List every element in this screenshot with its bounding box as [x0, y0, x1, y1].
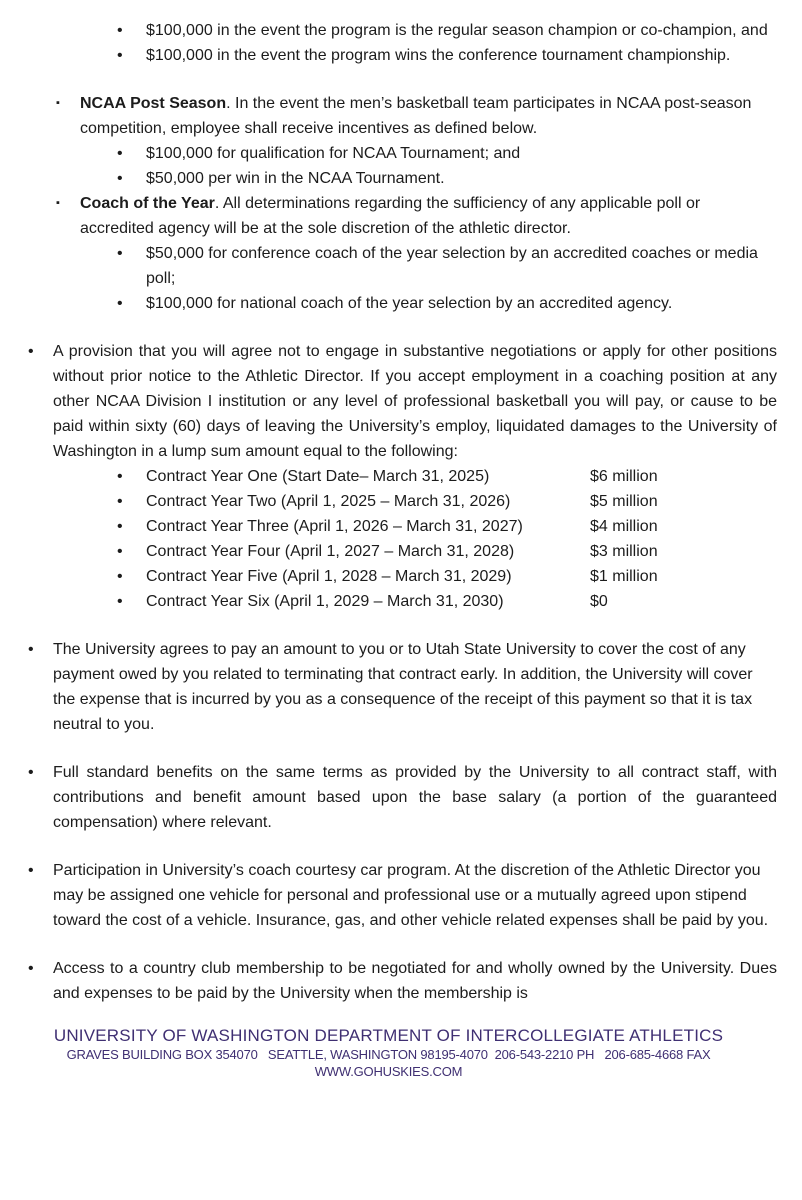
contract-year-label: Contract Year Five (April 1, 2028 – March 31, 2029): [146, 568, 512, 585]
list-item: [0, 43, 777, 68]
bullet-icon: •: [117, 170, 123, 187]
list-item: [0, 956, 777, 1006]
contract-year-row: [0, 564, 777, 589]
paragraph-text: Full standard benefits on the same terms as provided by the University to all contract staff, with contributions and benefit amount based upon the base salary (a portion of the guaranteed compensation) where relevant.: [53, 764, 777, 831]
bullet-icon: •: [117, 245, 123, 262]
contract-year-line: [146, 489, 777, 514]
section-title: Coach of the Year: [80, 195, 215, 212]
list-item-text: $50,000 per win in the NCAA Tournament.: [146, 170, 445, 187]
list-item: [0, 191, 777, 241]
paragraph-text: The University agrees to pay an amount to you or to Utah State University to cover the cost of any payment owed by you related to terminating that contract early. In addition, the University will cover the expense that is incurred by you as a consequence of the receipt of this payment so that it is tax neutral to you.: [53, 641, 753, 733]
section-paragraph: [80, 191, 777, 241]
list-item: [0, 18, 777, 43]
list-item-text: $100,000 in the event the program wins the conference tournament championship.: [146, 47, 731, 64]
footer-department-name: UNIVERSITY OF WASHINGTON DEPARTMENT OF INTERCOLLEGIATE ATHLETICS: [53, 1026, 724, 1045]
contract-year-line: [146, 464, 777, 489]
bullet-icon: •: [117, 518, 123, 535]
bullet-icon: •: [28, 862, 34, 879]
contract-year-label: Contract Year Two (April 1, 2025 – March 31, 2026): [146, 493, 511, 510]
bullet-icon: •: [117, 47, 123, 64]
contract-year-amount: $3 million: [590, 543, 658, 560]
contract-year-amount: $4 million: [590, 518, 658, 535]
contract-year-label: Contract Year Six (April 1, 2029 – March 31, 2030): [146, 593, 504, 610]
section-paragraph: [80, 91, 777, 141]
contract-year-line: [146, 514, 777, 539]
contract-year-line: [146, 539, 777, 564]
footer-website: WWW.GOHUSKIES.COM: [314, 1064, 463, 1079]
section-lead-text: . In the event the men’s basketball team participates in NCAA post-season competition, employee shall receive incentives as defined below.: [80, 95, 752, 137]
bullet-icon: •: [117, 468, 123, 485]
list-item: [0, 291, 777, 316]
contract-year-label: Contract Year Three (April 1, 2026 – March 31, 2027): [146, 518, 523, 535]
contract-year-line: [146, 589, 777, 614]
bullet-icon: •: [117, 593, 123, 610]
list-item: [0, 166, 777, 191]
bullet-icon: •: [117, 145, 123, 162]
contract-year-amount: $6 million: [590, 468, 658, 485]
bullet-icon: •: [28, 641, 34, 658]
contract-year-amount: $5 million: [590, 493, 658, 510]
bullet-icon: •: [28, 764, 34, 781]
contract-year-row: [0, 464, 777, 489]
contract-year-amount: $0: [590, 593, 608, 610]
contract-year-line: [146, 564, 777, 589]
footer-address-line: GRAVES BUILDING BOX 354070 SEATTLE, WASHINGTON 98195-4070 206-543-2210 PH 206-685-4668 FAX: [66, 1047, 711, 1062]
list-item: [0, 91, 777, 141]
provision-paragraph: A provision that you will agree not to engage in substantive negotiations or apply for other positions without prior notice to the Athletic Director. If you accept employment in a coaching position at any other NCAA Division I institution or any level of professional basketball you will pay, or cause to be paid within sixty (60) days of leaving the University’s employ, liquidated damages to the University of Washington in a lump sum amount equal to the following:: [53, 343, 777, 460]
contract-year-row: [0, 489, 777, 514]
contract-year-row: [0, 589, 777, 614]
section-lead-text: . All determinations regarding the sufficiency of any applicable poll or accredited agency will be at the sole discretion of the athletic director.: [80, 195, 701, 237]
section-title: NCAA Post Season: [80, 95, 227, 112]
letterhead-footer: [0, 1026, 777, 1080]
list-item: [0, 141, 777, 166]
contract-year-amount: $1 million: [590, 568, 658, 585]
list-item: [0, 858, 777, 933]
contract-year-label: Contract Year Four (April 1, 2027 – March 31, 2028): [146, 543, 515, 560]
bullet-icon: •: [28, 960, 34, 977]
paragraph-text: Participation in University’s coach courtesy car program. At the discretion of the Athletic Director you may be assigned one vehicle for personal and professional use or a mutually agreed upon stipend toward the cost of a vehicle. Insurance, gas, and other vehicle related expenses shall be paid by you.: [53, 862, 769, 929]
contract-year-row: [0, 514, 777, 539]
contract-year-label: Contract Year One (Start Date– March 31, 2025): [146, 468, 490, 485]
bullet-icon: •: [117, 568, 123, 585]
list-item: [0, 241, 777, 291]
list-item-text: $50,000 for conference coach of the year selection by an accredited coaches or media poll;: [146, 245, 758, 287]
list-item: [0, 339, 777, 464]
list-item-text: $100,000 in the event the program is the regular season champion or co-champion, and: [146, 22, 768, 39]
list-item: [0, 760, 777, 835]
bullet-icon: •: [117, 493, 123, 510]
list-item-text: $100,000 for national coach of the year selection by an accredited agency.: [146, 295, 673, 312]
bullet-icon: •: [117, 22, 123, 39]
bullet-icon: •: [117, 295, 123, 312]
contract-year-row: [0, 539, 777, 564]
list-item: [0, 637, 777, 737]
square-bullet-icon: ▪: [56, 197, 60, 209]
bullet-icon: •: [117, 543, 123, 560]
paragraph-text: Access to a country club membership to be negotiated for and wholly owned by the University. Dues and expenses to be paid by the University when the membership is: [53, 960, 777, 1002]
list-item-text: $100,000 for qualification for NCAA Tournament; and: [146, 145, 521, 162]
square-bullet-icon: ▪: [56, 97, 60, 109]
bullet-icon: •: [28, 343, 34, 360]
